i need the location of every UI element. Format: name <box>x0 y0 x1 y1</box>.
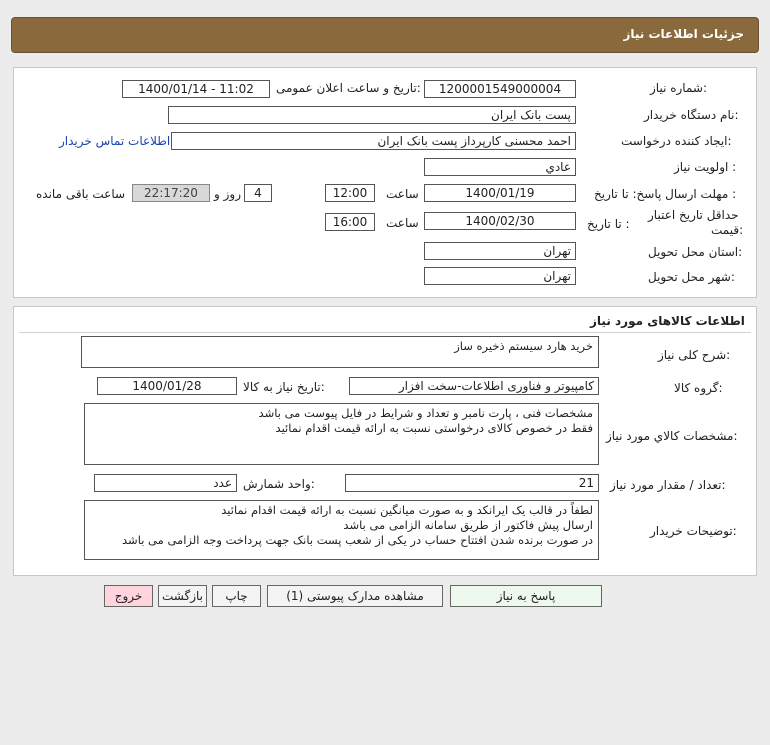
reply-button[interactable]: پاسخ به نیاز <box>450 585 602 607</box>
creator-label: ایجاد کننده درخواست: <box>621 134 732 148</box>
validity-until-label: تا تاریخ : <box>587 217 630 231</box>
view-attachments-button[interactable]: مشاهده مدارک پیوستی (1) <box>267 585 443 607</box>
goods-group-field: کامپیوتر و فناوری اطلاعات-سخت افزار <box>349 377 599 395</box>
summary-field: خرید هارد سیستم ذخیره ساز <box>81 336 599 368</box>
unit-field: عدد <box>94 474 237 492</box>
remaining-label: ساعت باقی مانده <box>36 187 126 201</box>
deadline-label: مهلت ارسال پاسخ: تا تاریخ : <box>594 187 737 201</box>
quantity-field: 21 <box>345 474 599 492</box>
goods-group-label: گروه کالا: <box>674 381 723 395</box>
specs-field <box>84 403 599 465</box>
days-label: روز و <box>214 187 241 201</box>
priority-label: اولویت نیاز : <box>674 160 737 174</box>
back-button[interactable]: بازگشت <box>158 585 207 607</box>
announce-date-field: 1400/01/14 - 11:02 <box>122 80 270 98</box>
city-label: شهر محل تحویل: <box>648 270 735 284</box>
province-field: تهران <box>424 242 576 260</box>
exit-button[interactable]: خروج <box>104 585 153 607</box>
need-date-field: 1400/01/28 <box>97 377 237 395</box>
unit-label: واحد شمارش: <box>243 477 315 491</box>
buyer-notes-field <box>84 500 599 560</box>
days-remaining-field: 4 <box>244 184 272 202</box>
validity-label-2: قیمت: <box>711 223 744 237</box>
need-number-label: شماره نیاز: <box>650 81 708 95</box>
section-divider <box>19 332 751 333</box>
deadline-date-field: 1400/01/19 <box>424 184 576 202</box>
notes-line: در صورت برنده شدن افتتاح حساب در یکی از شعب پست بانک جهت پرداخت وجه الزامی می باشد <box>122 533 593 547</box>
goods-section-title: اطلاعات کالاهای مورد نیاز <box>590 314 745 328</box>
deadline-time-field: 12:00 <box>325 184 375 202</box>
buyer-org-label: نام دستگاه خریدار: <box>644 108 739 122</box>
specs-line: مشخصات فنی ، پارت نامبر و تعداد و شرایط در فایل پیوست می باشد <box>258 406 593 420</box>
validity-time-label: ساعت <box>386 216 419 230</box>
priority-field: عادي <box>424 158 576 176</box>
creator-field: احمد محسنی کارپرداز پست بانک ایران <box>171 132 576 150</box>
summary-label: شرح کلی نیاز: <box>658 348 731 362</box>
notes-line: لطفاً در قالب یک ایرانکد و به صورت میانگین نسبت به ارائه قیمت اقدام نمائید <box>221 503 593 517</box>
province-label: استان محل تحویل: <box>648 245 743 259</box>
page-title: جزئیات اطلاعات نیاز <box>623 27 744 41</box>
print-button[interactable]: چاپ <box>212 585 261 607</box>
buyer-org-field: پست بانک ایران <box>168 106 576 124</box>
notes-label: توضیحات خریدار: <box>650 524 737 538</box>
need-number-field: 1200001549000004 <box>424 80 576 98</box>
notes-line: ارسال پیش فاکتور از طریق سامانه الزامی می باشد <box>343 518 593 532</box>
specs-line: فقط در خصوص کالای درخواستی نسبت به ارائه قیمت اقدام نمائید <box>275 421 593 435</box>
city-field: تهران <box>424 267 576 285</box>
validity-time-field: 16:00 <box>325 213 375 231</box>
page-header <box>11 17 759 53</box>
validity-label: حداقل تاریخ اعتبار <box>648 208 739 222</box>
validity-date-field: 1400/02/30 <box>424 212 576 230</box>
specs-label: مشخصات کالاي مورد نیاز: <box>606 429 738 443</box>
quantity-label: تعداد / مقدار مورد نیاز: <box>610 478 726 492</box>
need-details-panel <box>13 67 757 298</box>
buyer-contact-link[interactable]: اطلاعات تماس خریدار <box>59 134 171 148</box>
announce-date-label: تاریخ و ساعت اعلان عمومی: <box>276 81 421 95</box>
need-date-label: تاریخ نیاز به کالا: <box>243 380 325 394</box>
remaining-time-counter: 22:17:20 <box>132 184 210 202</box>
deadline-time-label: ساعت <box>386 187 419 201</box>
